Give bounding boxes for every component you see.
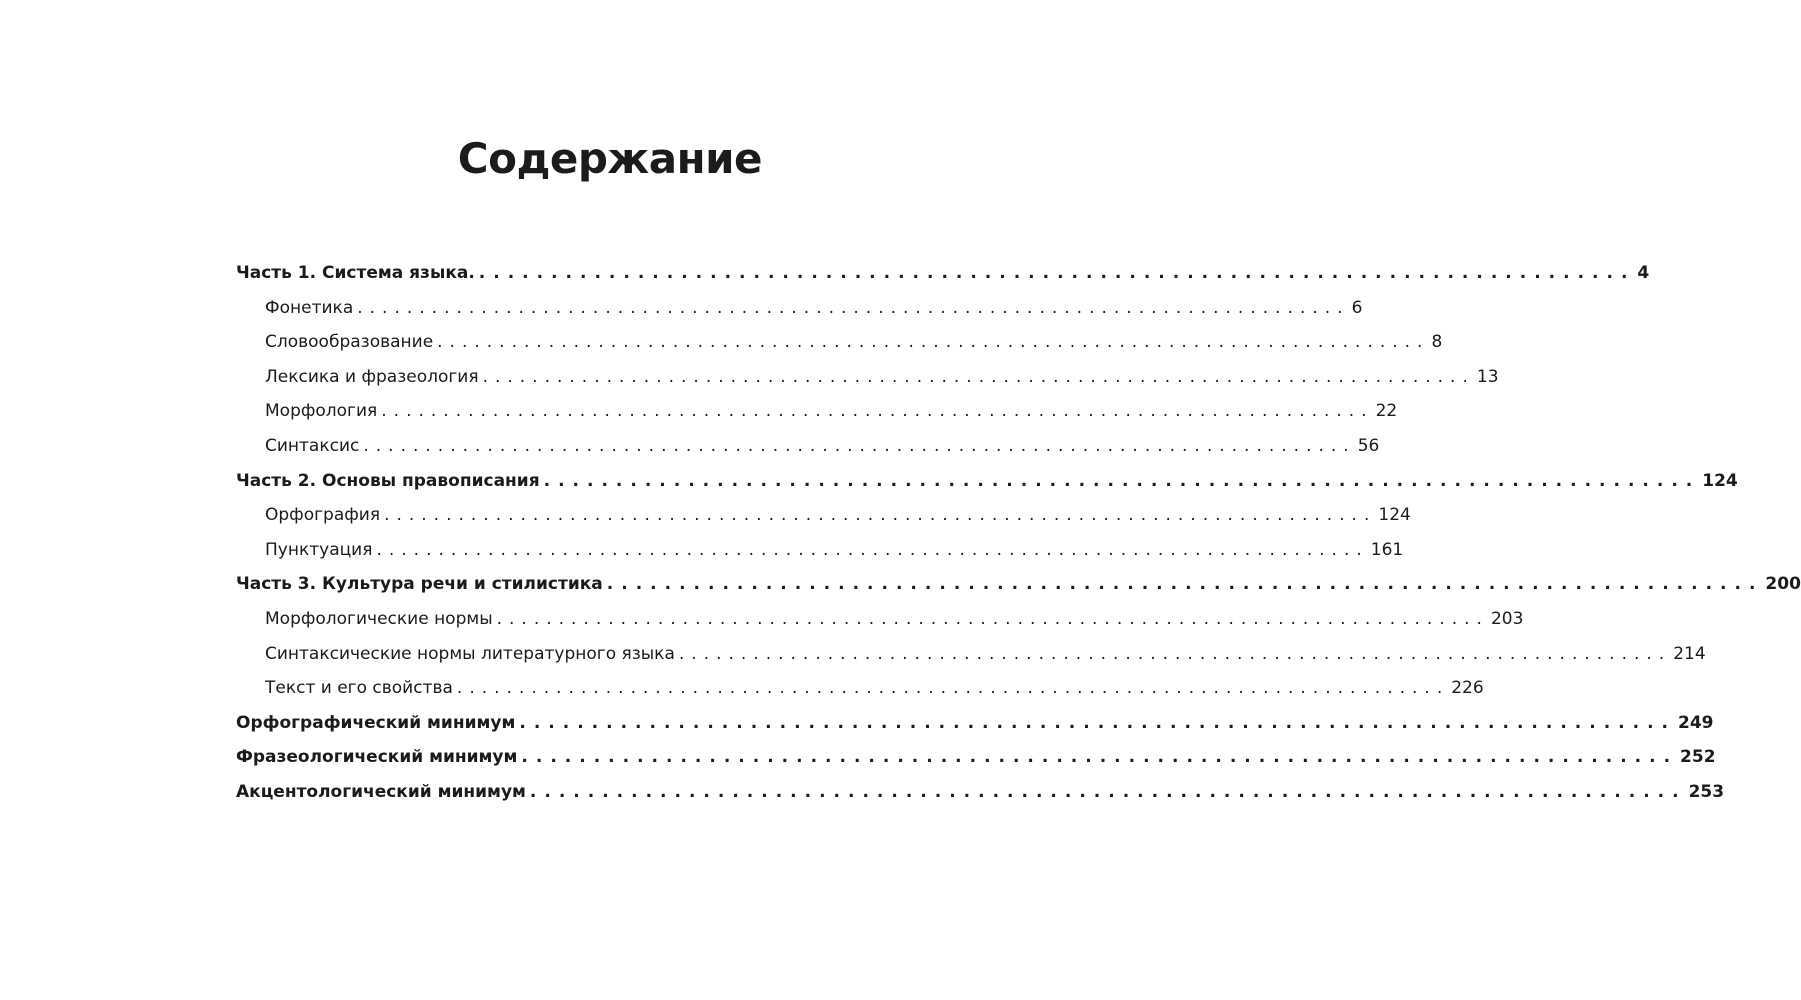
dot-leader: ................................................................................ — [678, 643, 1672, 664]
toc-entry — [236, 360, 1499, 395]
toc-entry — [236, 637, 1706, 672]
toc-entry-label: Текст и его свойства — [265, 678, 453, 699]
toc-entry-page: 22 — [1375, 401, 1398, 422]
toc-entry — [236, 498, 1411, 533]
toc-entry-label: Морфология — [265, 401, 378, 422]
toc-entry-page: 200 — [1765, 574, 1801, 595]
table-of-contents — [236, 256, 1801, 810]
toc-entry — [236, 567, 1801, 602]
dot-leader: ................................................................................ — [437, 332, 1430, 353]
toc-entry-label: Пунктуация — [265, 539, 373, 560]
toc-entry — [236, 394, 1398, 429]
toc-entry-page: 124 — [1702, 470, 1738, 491]
toc-entry-label: Акцентологический минимум — [236, 781, 526, 802]
toc-entry-label: Часть 2. Основы правописания — [236, 470, 540, 491]
dot-leader: ................................................................................ — [384, 505, 1377, 526]
toc-entry — [236, 429, 1380, 464]
toc-entry-page: 4 — [1637, 263, 1650, 283]
dot-leader: ................................................................................ — [478, 263, 1636, 283]
toc-entry-label: Часть 1. Система языка. — [236, 263, 475, 283]
toc-entry-page: 226 — [1451, 678, 1484, 699]
toc-entry-label: Фразеологический минимум — [236, 747, 518, 768]
toc-entry — [236, 464, 1738, 499]
dot-leader: ................................................................................ — [381, 401, 1374, 422]
toc-entry — [236, 671, 1484, 706]
toc-entry-page: 252 — [1680, 747, 1716, 768]
toc-entry-label: Орфографический минимум — [236, 712, 516, 733]
toc-entry-page: 56 — [1357, 435, 1380, 456]
toc-entry-page: 161 — [1370, 539, 1404, 560]
page-title: Содержание — [457, 134, 762, 183]
toc-entry-label: Лексика и фразеология — [265, 366, 479, 387]
toc-entry-label: Орфография — [265, 505, 381, 526]
toc-entry-page: 214 — [1673, 643, 1706, 664]
dot-leader: ................................................................................ — [521, 747, 1679, 768]
dot-leader: ................................................................................ — [456, 678, 1450, 699]
dot-leader: ................................................................................ — [357, 297, 1350, 318]
toc-entry-label: Фонетика — [265, 297, 354, 318]
toc-entry-page: 8 — [1431, 332, 1443, 353]
toc-entry-page: 13 — [1476, 366, 1499, 387]
dot-leader: ................................................................................ — [529, 781, 1687, 802]
toc-entry — [236, 325, 1443, 360]
toc-entry-page: 203 — [1490, 608, 1524, 629]
toc-entry — [236, 740, 1716, 775]
toc-entry-label: Часть 3. Культура речи и стилистика — [236, 574, 603, 595]
toc-entry — [236, 602, 1524, 637]
toc-entry — [236, 533, 1404, 568]
toc-entry-label: Синтаксис — [265, 435, 360, 456]
dot-leader: ................................................................................ — [543, 470, 1701, 491]
toc-entry-label: Словообразование — [265, 332, 434, 353]
dot-leader: ................................................................................ — [496, 608, 1489, 629]
dot-leader: ................................................................................ — [606, 574, 1764, 595]
dot-leader: ................................................................................ — [376, 539, 1369, 560]
toc-entry — [236, 775, 1725, 810]
toc-entry-page: 124 — [1378, 505, 1411, 526]
dot-leader: ................................................................................ — [519, 712, 1677, 733]
toc-entry — [236, 706, 1714, 741]
toc-entry-page: 249 — [1678, 712, 1714, 733]
dot-leader: ................................................................................ — [363, 435, 1356, 456]
toc-entry-label: Синтаксические нормы литературного языка — [265, 643, 675, 664]
toc-entry — [236, 256, 1650, 291]
toc-entry — [236, 291, 1363, 326]
toc-entry-page: 253 — [1688, 781, 1725, 802]
dot-leader: ................................................................................ — [482, 366, 1475, 387]
toc-entry-label: Морфологические нормы — [265, 608, 493, 629]
toc-entry-page: 6 — [1351, 297, 1363, 318]
